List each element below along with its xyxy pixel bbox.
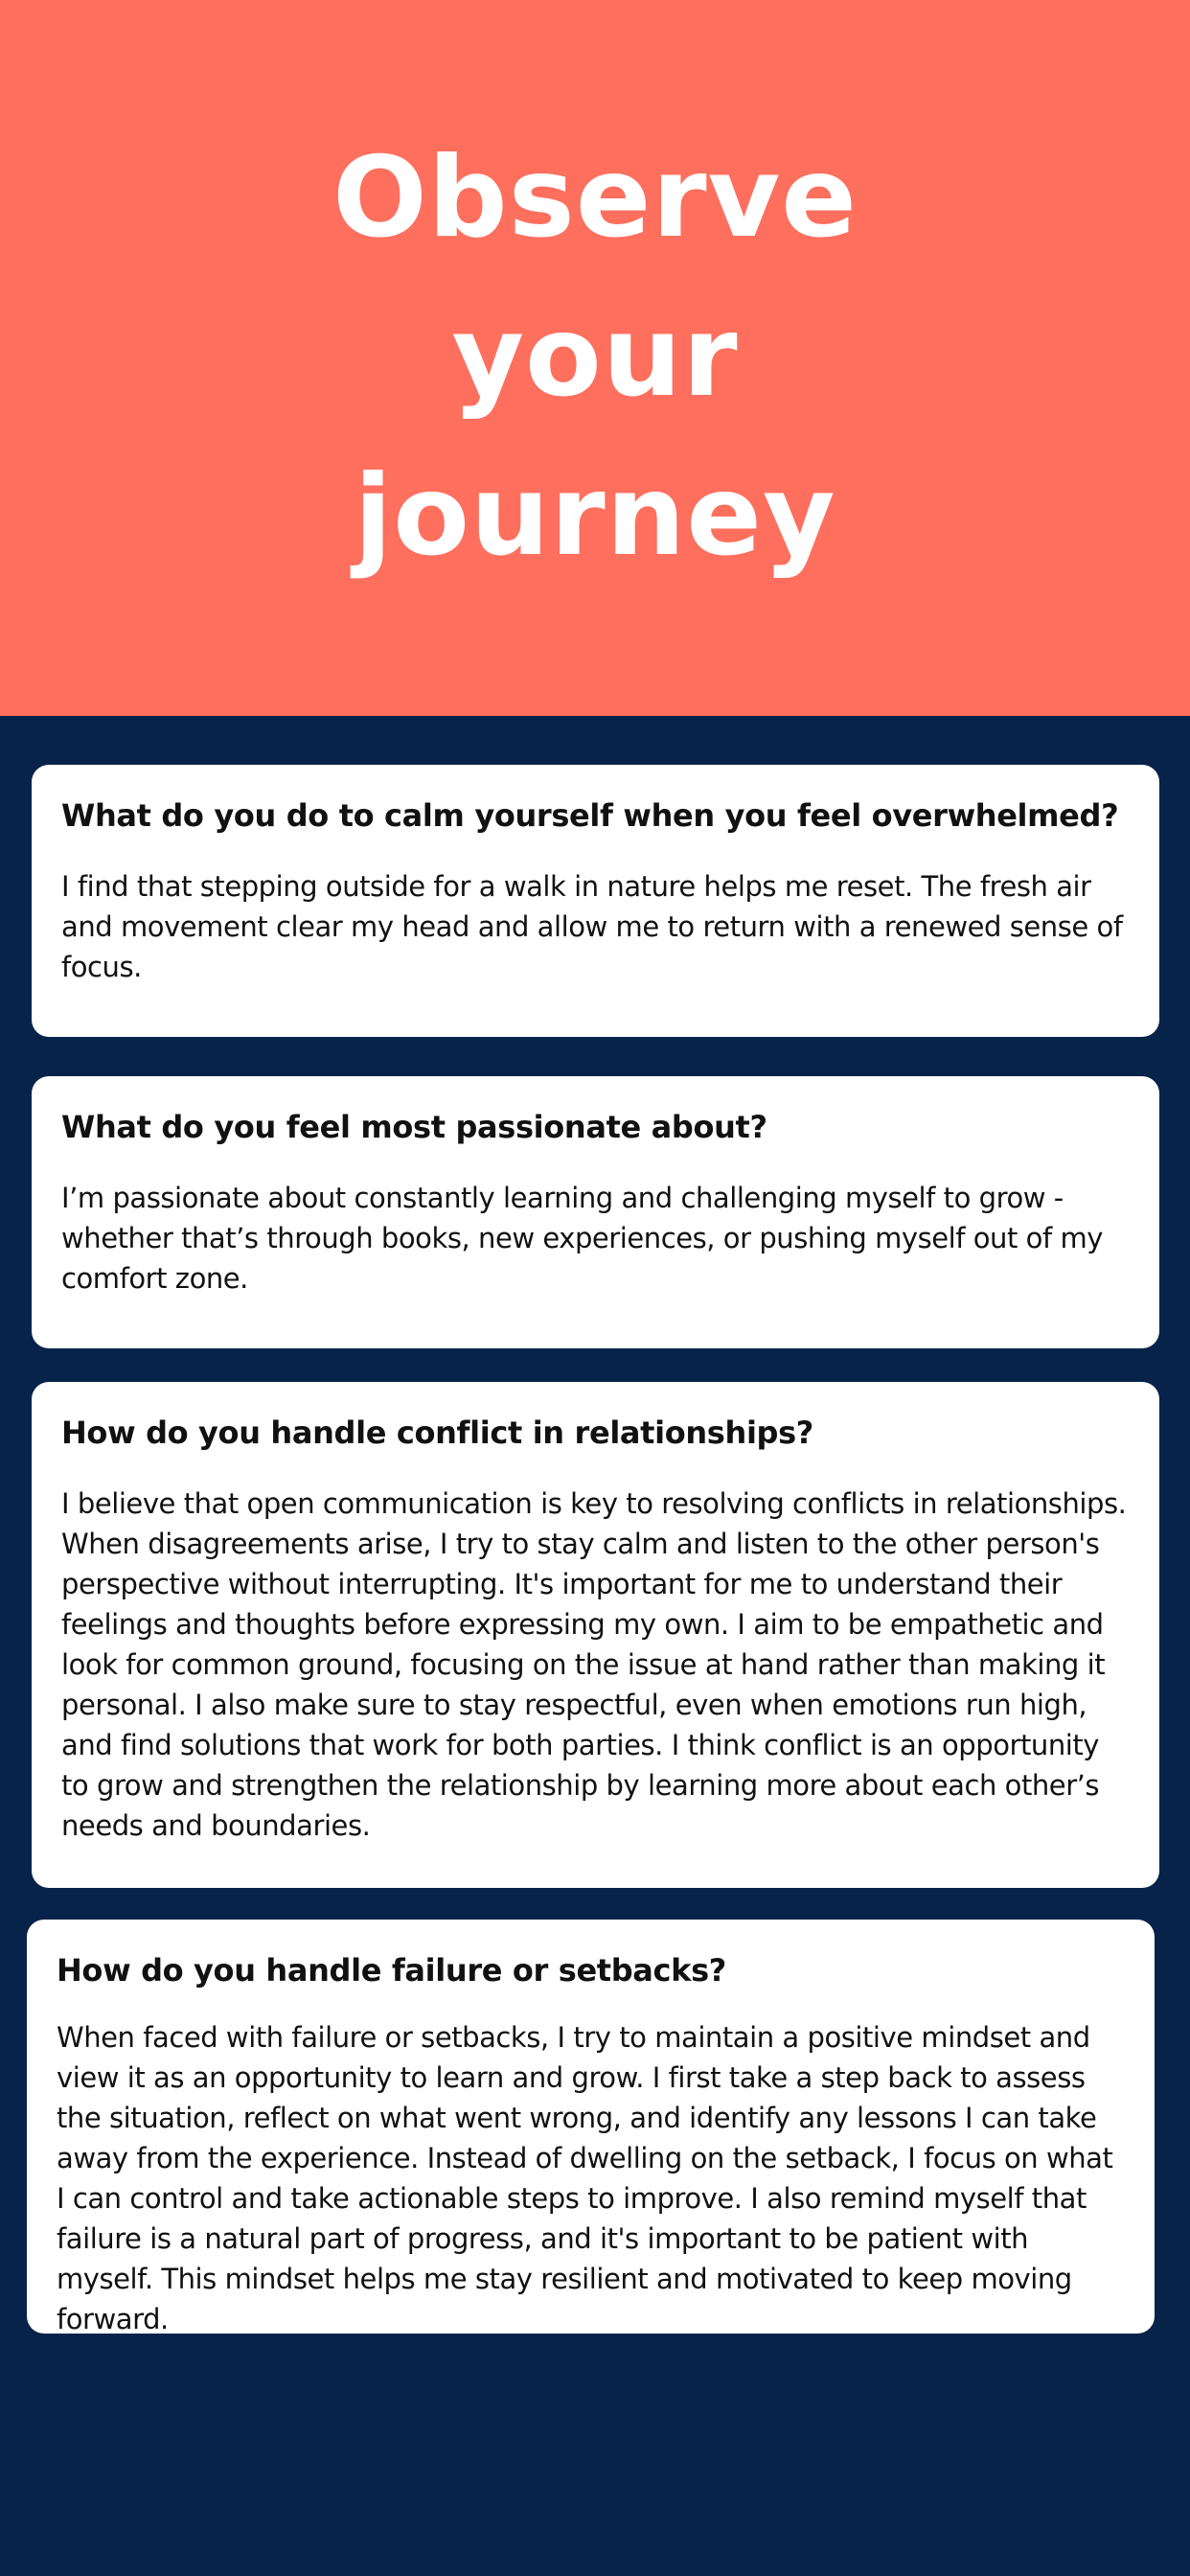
journal-card-passion (32, 1076, 1159, 1348)
card-answer: When faced with failure or setbacks, I try to maintain a positive mindset and view it as an opportunity to learn and grow. I first take a step back to assess the situation, reflect on what went wrong, and identify any lessons I can take away from the experience. Instead of dwelling on the setback, I focus on what I can control and take actionable steps to improve. I also remind myself that failure is a natural part of progress, and it's important to be patient with myself. This mindset helps me stay resilient and motivated to keep moving forward. (57, 2021, 1113, 2335)
card-answer: I find that stepping outside for a walk in nature helps me reset. The fresh air and movement clear my head and allow me to return with a renewed sense of focus. (61, 870, 1123, 983)
card-question: What do you feel most passionate about? (61, 1109, 767, 1145)
card-question: What do you do to calm yourself when you feel overwhelmed? (61, 797, 1119, 834)
hero-banner (0, 0, 1190, 716)
journal-card-calm (32, 765, 1159, 1037)
card-answer: I believe that open communication is key to resolving conflicts in relationships. When disagreements arise, I try to stay calm and listen to the other person's perspective without interrupting. It's important for me to understand their feelings and thoughts before expressing my own. I aim to be empathetic and look for common ground, focusing on the issue at hand rather than making it personal. I also make sure to stay respectful, even when emotions run high, and find solutions that work for both parties. I think conflict is an opportunity to grow and strengthen the relationship by learning more about each other’s needs and boundaries. (61, 1487, 1127, 1842)
card-question: How do you handle failure or setbacks? (57, 1952, 727, 1989)
hero-title: Observe your journey (332, 132, 858, 581)
journal-card-failure (27, 1920, 1155, 2334)
journal-card-conflict (32, 1382, 1159, 1888)
card-answer: I’m passionate about constantly learning and challenging myself to grow - whether that’s through books, new experiences, or pushing myself out of my comfort zone. (61, 1182, 1104, 1295)
card-question: How do you handle conflict in relationships? (61, 1414, 814, 1451)
